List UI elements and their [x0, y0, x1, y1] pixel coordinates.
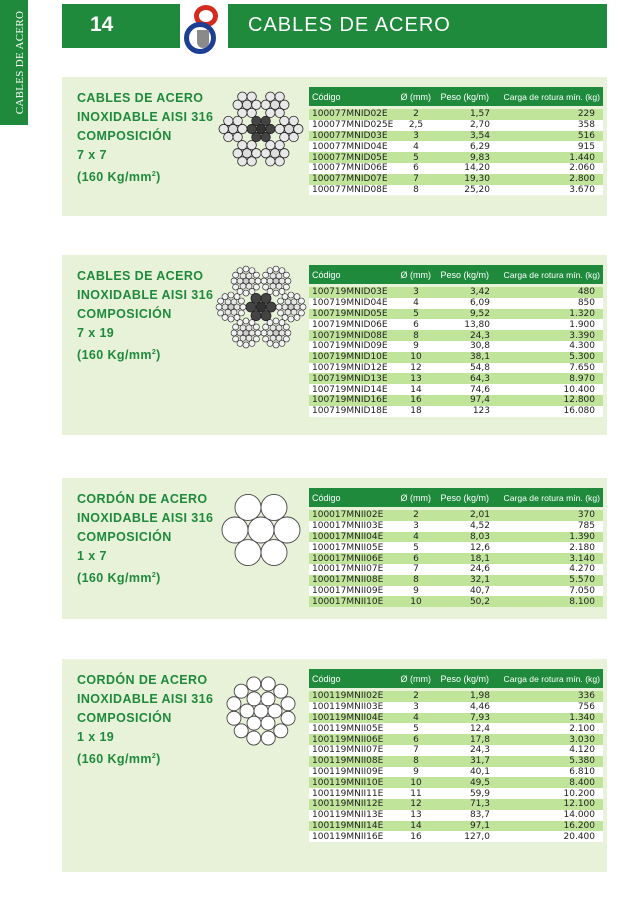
weight-cell: 12,6 — [469, 542, 490, 553]
table-row — [309, 510, 603, 521]
diameter-cell: 7 — [413, 564, 419, 575]
strength-text: (160 Kg/mm — [77, 348, 152, 363]
diameter-cell: 4 — [413, 531, 419, 542]
weight-cell: 71,3 — [469, 799, 490, 810]
product-panel — [62, 478, 607, 619]
table-row — [309, 330, 603, 341]
tensile-strength — [77, 566, 213, 588]
code-cell: 100719MNID08E — [312, 330, 388, 341]
strength-close: ) — [156, 571, 161, 586]
code-cell: 100119MNII13E — [312, 810, 384, 821]
description-line: 1 x 7 — [77, 549, 107, 563]
code-cell: 100119MNII06E — [312, 734, 384, 745]
description-line: 7 x 19 — [77, 326, 115, 340]
description-line: COMPOSICIÓN — [77, 711, 172, 725]
table-row — [309, 185, 603, 196]
description-line: INOXIDABLE AISI 316 — [77, 288, 214, 302]
product-description — [77, 89, 213, 187]
code-cell: 100017MNII07E — [312, 564, 384, 575]
breaking-load-cell: 12.800 — [563, 395, 595, 406]
diameter-cell: 4 — [413, 141, 419, 152]
weight-cell: 24,6 — [469, 564, 490, 575]
diameter-cell: 13 — [410, 373, 422, 384]
weight-cell: 17,8 — [469, 734, 490, 745]
table-row — [309, 521, 603, 532]
diameter-cell: 5 — [413, 723, 419, 734]
breaking-load-cell: 3.390 — [569, 330, 595, 341]
table-row — [309, 406, 603, 417]
description-line: CABLES DE ACERO — [77, 91, 204, 105]
diameter-cell: 9 — [413, 766, 419, 777]
spec-table — [309, 265, 603, 417]
code-cell: 100719MNID13E — [312, 373, 388, 384]
code-cell: 100119MNII07E — [312, 745, 384, 756]
diameter-cell: 3 — [413, 521, 419, 532]
breaking-load-cell: 1.440 — [569, 152, 595, 163]
table-row — [309, 756, 603, 767]
code-cell: 100077MNID04E — [312, 141, 388, 152]
table-row — [309, 319, 603, 330]
code-cell: 100719MNID04E — [312, 298, 388, 309]
breaking-load-cell: 14.000 — [563, 810, 595, 821]
table-header-row — [309, 265, 603, 284]
spec-table — [309, 87, 603, 195]
breaking-load-cell: 915 — [577, 141, 595, 152]
diameter-cell: 3 — [413, 130, 419, 141]
product-description — [77, 490, 213, 588]
product-description — [77, 671, 213, 769]
breaking-load-cell: 4.270 — [569, 564, 595, 575]
diameter-cell: 3 — [413, 702, 419, 713]
description-line: INOXIDABLE AISI 316 — [77, 692, 214, 706]
weight-cell: 18,1 — [469, 553, 490, 564]
weight-cell: 30,8 — [469, 341, 490, 352]
page-header — [62, 4, 607, 48]
column-header: Ø (mm) — [400, 91, 431, 102]
column-header: Código — [312, 492, 341, 503]
strength-superscript: 2 — [151, 753, 157, 760]
breaking-load-cell: 16.200 — [563, 820, 595, 831]
diameter-cell: 4 — [413, 298, 419, 309]
table-row — [309, 298, 603, 309]
code-cell: 100017MNII03E — [312, 521, 384, 532]
code-cell: 100119MNII14E — [312, 820, 384, 831]
strength-superscript: 2 — [151, 349, 157, 356]
product-description — [77, 267, 213, 365]
diameter-cell: 2 — [413, 691, 419, 702]
diameter-cell: 3 — [413, 287, 419, 298]
code-cell: 100719MNID18E — [312, 406, 388, 417]
weight-cell: 12,4 — [469, 723, 490, 734]
weight-cell: 4,52 — [469, 521, 490, 532]
breaking-load-cell: 480 — [577, 287, 595, 298]
code-cell: 100077MNID025E — [312, 120, 394, 131]
strength-superscript: 2 — [151, 572, 157, 579]
diameter-cell: 9 — [413, 341, 419, 352]
breaking-load-cell: 2.060 — [569, 163, 595, 174]
weight-cell: 2,70 — [469, 120, 490, 131]
table-row — [309, 799, 603, 810]
weight-cell: 6,29 — [469, 141, 490, 152]
column-header: Carga de rotura mín. (kg) — [503, 492, 600, 503]
diameter-cell: 4 — [413, 712, 419, 723]
table-row — [309, 131, 603, 142]
column-header: Ø (mm) — [400, 673, 431, 684]
table-row — [309, 384, 603, 395]
column-header: Carga de rotura mín. (kg) — [503, 269, 600, 280]
weight-cell: 9,52 — [469, 308, 490, 319]
breaking-load-cell: 2.180 — [569, 542, 595, 553]
breaking-load-cell: 8.970 — [569, 373, 595, 384]
table-row — [309, 745, 603, 756]
tensile-strength — [77, 747, 213, 769]
strand-1x19-icon — [215, 665, 307, 757]
breaking-load-cell: 2.100 — [569, 723, 595, 734]
weight-cell: 54,8 — [469, 362, 490, 373]
diameter-cell: 13 — [410, 810, 422, 821]
diameter-cell: 10 — [410, 352, 422, 363]
table-header-row — [309, 669, 603, 688]
table-header-row — [309, 488, 603, 507]
side-section-tab — [0, 0, 28, 125]
code-cell: 100719MNID14E — [312, 384, 388, 395]
diameter-cell: 7 — [413, 174, 419, 185]
code-cell: 100119MNII11E — [312, 788, 384, 799]
code-cell: 100719MNID10E — [312, 352, 388, 363]
table-row — [309, 553, 603, 564]
breaking-load-cell: 1.340 — [569, 712, 595, 723]
table-header-row — [309, 87, 603, 106]
breaking-load-cell: 850 — [577, 298, 595, 309]
side-tab-label: CABLES DE ACERO — [14, 10, 26, 115]
column-header: Código — [312, 673, 341, 684]
weight-cell: 25,20 — [464, 184, 490, 195]
weight-cell: 64,3 — [469, 373, 490, 384]
tensile-strength — [77, 343, 213, 365]
breaking-load-cell: 6.810 — [569, 766, 595, 777]
code-cell: 100017MNII05E — [312, 542, 384, 553]
code-cell: 100119MNII09E — [312, 766, 384, 777]
logo-hook-icon — [197, 30, 209, 48]
diameter-cell: 2 — [413, 510, 419, 521]
strength-text: (160 Kg/mm — [77, 752, 152, 767]
weight-cell: 24,3 — [469, 745, 490, 756]
weight-cell: 2,01 — [469, 510, 490, 521]
table-row — [309, 542, 603, 553]
weight-cell: 127,0 — [464, 831, 490, 842]
table-row — [309, 821, 603, 832]
breaking-load-cell: 229 — [577, 109, 595, 120]
cable-7x19-icon — [215, 261, 307, 353]
breaking-load-cell: 336 — [577, 691, 595, 702]
weight-cell: 8,03 — [469, 531, 490, 542]
weight-cell: 19,30 — [464, 174, 490, 185]
code-cell: 100017MNII08E — [312, 575, 384, 586]
table-row — [309, 586, 603, 597]
diameter-cell: 5 — [413, 308, 419, 319]
breaking-load-cell: 358 — [577, 120, 595, 131]
diameter-cell: 6 — [413, 553, 419, 564]
weight-cell: 83,7 — [469, 810, 490, 821]
code-cell: 100017MNII02E — [312, 510, 384, 521]
code-cell: 100077MNID08E — [312, 184, 388, 195]
table-row — [309, 831, 603, 842]
breaking-load-cell: 756 — [577, 702, 595, 713]
strength-superscript: 2 — [151, 171, 157, 178]
breaking-load-cell: 785 — [577, 521, 595, 532]
breaking-load-cell: 7.650 — [569, 362, 595, 373]
diameter-cell: 16 — [410, 831, 422, 842]
code-cell: 100719MNID05E — [312, 308, 388, 319]
table-row — [309, 141, 603, 152]
breaking-load-cell: 3.030 — [569, 734, 595, 745]
table-row — [309, 702, 603, 713]
diameter-cell: 5 — [413, 542, 419, 553]
table-row — [309, 363, 603, 374]
breaking-load-cell: 3.670 — [569, 184, 595, 195]
diameter-cell: 7 — [413, 745, 419, 756]
breaking-load-cell: 1.900 — [569, 319, 595, 330]
weight-cell: 6,09 — [469, 298, 490, 309]
table-row — [309, 341, 603, 352]
strength-text: (160 Kg/mm — [77, 571, 152, 586]
breaking-load-cell: 7.050 — [569, 585, 595, 596]
diameter-cell: 6 — [413, 319, 419, 330]
weight-cell: 9,83 — [469, 152, 490, 163]
weight-cell: 14,20 — [464, 163, 490, 174]
diameter-cell: 11 — [410, 788, 422, 799]
breaking-load-cell: 4.120 — [569, 745, 595, 756]
weight-cell: 40,7 — [469, 585, 490, 596]
cable-cross-section — [215, 484, 307, 581]
description-line: 7 x 7 — [77, 148, 107, 162]
cable-cross-section — [215, 665, 307, 762]
diameter-cell: 14 — [410, 384, 422, 395]
table-row — [309, 564, 603, 575]
table-row — [309, 532, 603, 543]
breaking-load-cell: 10.400 — [563, 384, 595, 395]
cable-cross-section — [215, 83, 307, 180]
breaking-load-cell: 5.300 — [569, 352, 595, 363]
table-row — [309, 373, 603, 384]
cable-cross-section — [215, 261, 307, 358]
column-header: Ø (mm) — [400, 269, 431, 280]
breaking-load-cell: 516 — [577, 130, 595, 141]
breaking-load-cell: 8.400 — [569, 777, 595, 788]
weight-cell: 31,7 — [469, 756, 490, 767]
code-cell: 100119MNII02E — [312, 691, 384, 702]
table-row — [309, 163, 603, 174]
code-cell: 100077MNID07E — [312, 174, 388, 185]
code-cell: 100017MNII09E — [312, 585, 384, 596]
breaking-load-cell: 5.380 — [569, 756, 595, 767]
breaking-load-cell: 16.080 — [563, 406, 595, 417]
table-row — [309, 352, 603, 363]
description-line: CORDÓN DE ACERO — [77, 673, 208, 687]
table-row — [309, 287, 603, 298]
code-cell: 100077MNID06E — [312, 163, 388, 174]
code-cell: 100119MNII16E — [312, 831, 384, 842]
table-row — [309, 723, 603, 734]
description-line: COMPOSICIÓN — [77, 530, 172, 544]
code-cell: 100119MNII05E — [312, 723, 384, 734]
breaking-load-cell: 12.100 — [563, 799, 595, 810]
strand-1x7-icon — [215, 484, 307, 576]
spec-table — [309, 488, 603, 607]
breaking-load-cell: 2.800 — [569, 174, 595, 185]
diameter-cell: 18 — [410, 406, 422, 417]
column-header: Carga de rotura mín. (kg) — [503, 91, 600, 102]
weight-cell: 1,98 — [469, 691, 490, 702]
weight-cell: 1,57 — [469, 109, 490, 120]
breaking-load-cell: 8.100 — [569, 596, 595, 607]
diameter-cell: 16 — [410, 395, 422, 406]
weight-cell: 97,4 — [469, 395, 490, 406]
diameter-cell: 8 — [413, 184, 419, 195]
diameter-cell: 12 — [410, 799, 422, 810]
column-header: Código — [312, 269, 341, 280]
description-line: CORDÓN DE ACERO — [77, 492, 208, 506]
page-title: CABLES DE ACERO — [248, 14, 451, 36]
code-cell: 100077MNID02E — [312, 109, 388, 120]
code-cell: 100119MNII08E — [312, 756, 384, 767]
weight-cell: 59,9 — [469, 788, 490, 799]
breaking-load-cell: 3.140 — [569, 553, 595, 564]
weight-cell: 123 — [472, 406, 490, 417]
product-panel — [62, 255, 607, 435]
code-cell: 100119MNII10E — [312, 777, 384, 788]
strength-close: ) — [156, 348, 161, 363]
tensile-strength — [77, 165, 213, 187]
code-cell: 100719MNID06E — [312, 319, 388, 330]
table-row — [309, 395, 603, 406]
weight-cell: 24,3 — [469, 330, 490, 341]
company-logo — [180, 2, 228, 58]
weight-cell: 3,54 — [469, 130, 490, 141]
table-row — [309, 788, 603, 799]
code-cell: 100119MNII12E — [312, 799, 384, 810]
table-row — [309, 777, 603, 788]
diameter-cell: 10 — [410, 596, 422, 607]
code-cell: 100719MNID16E — [312, 395, 388, 406]
code-cell: 100017MNII10E — [312, 596, 384, 607]
diameter-cell: 5 — [413, 152, 419, 163]
weight-cell: 49,5 — [469, 777, 490, 788]
code-cell: 100017MNII06E — [312, 553, 384, 564]
table-row — [309, 575, 603, 586]
table-row — [309, 691, 603, 702]
diameter-cell: 14 — [410, 820, 422, 831]
page-number: 14 — [90, 13, 114, 36]
weight-cell: 38,1 — [469, 352, 490, 363]
description-line: INOXIDABLE AISI 316 — [77, 110, 214, 124]
code-cell: 100719MNID12E — [312, 362, 388, 373]
weight-cell: 3,42 — [469, 287, 490, 298]
description-line: 1 x 19 — [77, 730, 115, 744]
cable-7x7-icon — [215, 83, 307, 175]
diameter-cell: 8 — [413, 575, 419, 586]
column-header: Código — [312, 91, 341, 102]
product-panel — [62, 77, 607, 216]
column-header: Peso (kg/m) — [440, 492, 489, 503]
weight-cell: 97,1 — [469, 820, 490, 831]
diameter-cell: 2 — [413, 109, 419, 120]
weight-cell: 4,46 — [469, 702, 490, 713]
description-line: COMPOSICIÓN — [77, 129, 172, 143]
diameter-cell: 10 — [410, 777, 422, 788]
weight-cell: 40,1 — [469, 766, 490, 777]
table-row — [309, 309, 603, 320]
weight-cell: 7,93 — [469, 712, 490, 723]
breaking-load-cell: 20.400 — [563, 831, 595, 842]
diameter-cell: 6 — [413, 163, 419, 174]
diameter-cell: 2,5 — [408, 120, 424, 131]
table-row — [309, 767, 603, 778]
code-cell: 100119MNII03E — [312, 702, 384, 713]
column-header: Ø (mm) — [400, 492, 431, 503]
code-cell: 100077MNID05E — [312, 152, 388, 163]
column-header: Peso (kg/m) — [440, 269, 489, 280]
table-row — [309, 152, 603, 163]
table-row — [309, 120, 603, 131]
table-row — [309, 734, 603, 745]
weight-cell: 50,2 — [469, 596, 490, 607]
spec-table — [309, 669, 603, 842]
table-row — [309, 109, 603, 120]
table-row — [309, 810, 603, 821]
code-cell: 100719MNID09E — [312, 341, 388, 352]
strength-text: (160 Kg/mm — [77, 170, 152, 185]
breaking-load-cell: 4.300 — [569, 341, 595, 352]
table-row — [309, 713, 603, 724]
breaking-load-cell: 1.320 — [569, 308, 595, 319]
diameter-cell: 8 — [413, 330, 419, 341]
code-cell: 100119MNII04E — [312, 712, 384, 723]
table-row — [309, 174, 603, 185]
code-cell: 100017MNII04E — [312, 531, 384, 542]
strength-close: ) — [156, 170, 161, 185]
breaking-load-cell: 10.200 — [563, 788, 595, 799]
column-header: Peso (kg/m) — [440, 673, 489, 684]
breaking-load-cell: 370 — [577, 510, 595, 521]
column-header: Carga de rotura mín. (kg) — [503, 673, 600, 684]
strength-close: ) — [156, 752, 161, 767]
column-header: Peso (kg/m) — [440, 91, 489, 102]
table-row — [309, 596, 603, 607]
weight-cell: 32,1 — [469, 575, 490, 586]
diameter-cell: 6 — [413, 734, 419, 745]
code-cell: 100719MNID03E — [312, 287, 388, 298]
code-cell: 100077MNID03E — [312, 130, 388, 141]
weight-cell: 13,80 — [464, 319, 490, 330]
weight-cell: 74,6 — [469, 384, 490, 395]
breaking-load-cell: 1.390 — [569, 531, 595, 542]
description-line: INOXIDABLE AISI 316 — [77, 511, 214, 525]
product-panel — [62, 659, 607, 872]
diameter-cell: 12 — [410, 362, 422, 373]
description-line: CABLES DE ACERO — [77, 269, 204, 283]
diameter-cell: 8 — [413, 756, 419, 767]
description-line: COMPOSICIÓN — [77, 307, 172, 321]
diameter-cell: 9 — [413, 585, 419, 596]
breaking-load-cell: 5.570 — [569, 575, 595, 586]
